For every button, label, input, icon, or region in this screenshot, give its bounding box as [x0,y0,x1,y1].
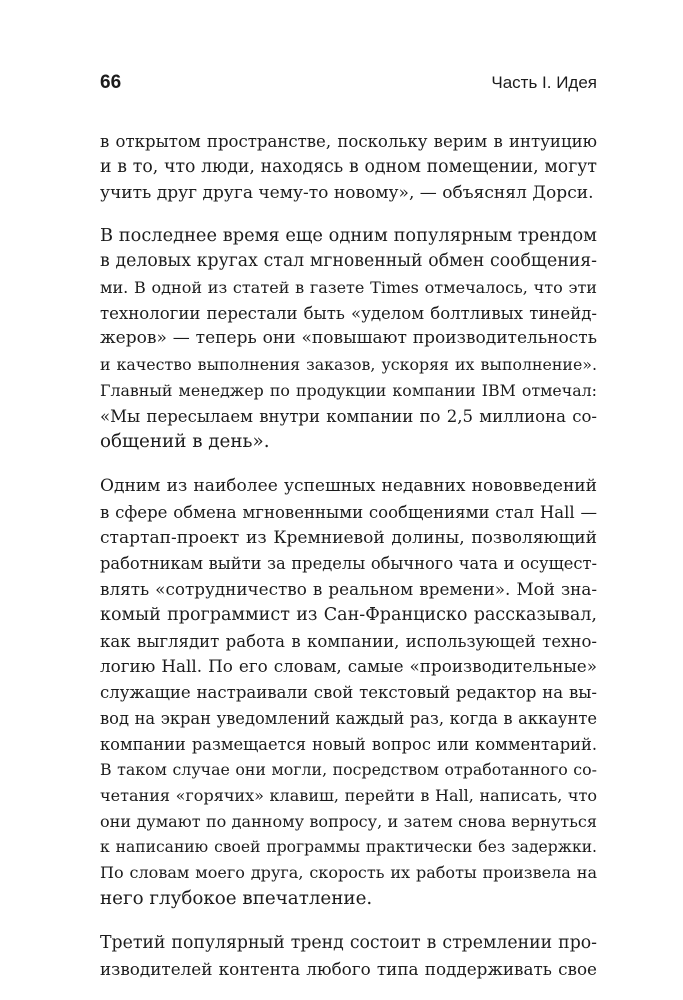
text-line: логию Hall. По его словам, самые «производительные» [100,656,597,677]
text-line: к написанию своей программы практически без задержки. [100,837,597,856]
text-line: ми. В одной из статей в газете Times отмечалось, что эти [100,277,597,297]
text-line: По словам моего друга, скорость их работы произвела на [100,863,597,883]
body-text [100,129,597,982]
text-line: они думают по данному вопросу, и затем снова вернуться [100,811,597,831]
text-line: в открытом пространстве, поскольку верим в интуицию [100,132,597,151]
section-title: Часть I. Идея [491,73,597,92]
text-line: комый программист из Сан-Франциско рассказывал, [100,604,597,625]
text-line: него глубокое впечатление. [100,888,373,909]
running-header [100,70,597,96]
paragraph-1 [100,129,597,206]
text-line: учить друг друга чему-то новому», — объяснял Дорси. [100,182,594,203]
text-line: в сфере обмена мгновенными сообщениями стал Hall — [100,502,597,522]
text-line: изводителей контента любого типа поддерживать свое [100,958,597,979]
text-line: Третий популярный тренд состоит в стремлении про- [100,932,597,953]
text-line: технологии перестали быть «уделом болтливых тинейд- [100,303,597,323]
text-line: четания «горячих» клавиш, перейти в Hall, написать, что [100,786,597,805]
text-line: В последнее время еще одним популярным трендом [100,225,597,247]
text-line: как выглядит работа в компании, использующей техно- [100,631,597,651]
text-line: В таком случае они могли, посредством отработанного со- [100,760,597,780]
text-line: работникам выйти за пределы обычного чата и осущест- [100,554,597,574]
text-line: и в то, что люди, находясь в одном помещении, могут [100,156,597,177]
paragraph-2 [100,223,597,455]
text-line: в деловых кругах стал мгновенный обмен сообщения- [100,251,597,271]
text-line: Главный менеджер по продукции компании IBM отмечал: [100,380,597,400]
text-line: компании размещается новый вопрос или комментарий. [100,734,597,754]
text-line: влять «сотрудничество в реальном времени». Мой зна- [100,579,597,599]
text-line: стартап-проект из Кремниевой долины, позволяющий [100,527,597,548]
text-line: вод на экран уведомлений каждый раз, когда в аккаунте [100,708,597,728]
page-number: 66 [100,72,122,93]
text-line: Одним из наиболее успешных недавних нововведений [100,476,597,496]
text-line: жеров» — теперь они «повышают производительность [100,328,597,349]
paragraph-3 [100,474,597,912]
text-line: общений в день». [100,431,270,453]
paragraph-4 [100,931,597,983]
text-line: и качество выполнения заказов, ускоряя их выполнение». [100,355,597,374]
text-line: служащие настраивали свой текстовый редактор на вы- [100,683,597,702]
text-line: «Мы пересылаем внутри компании по 2,5 миллиона со- [100,406,597,426]
